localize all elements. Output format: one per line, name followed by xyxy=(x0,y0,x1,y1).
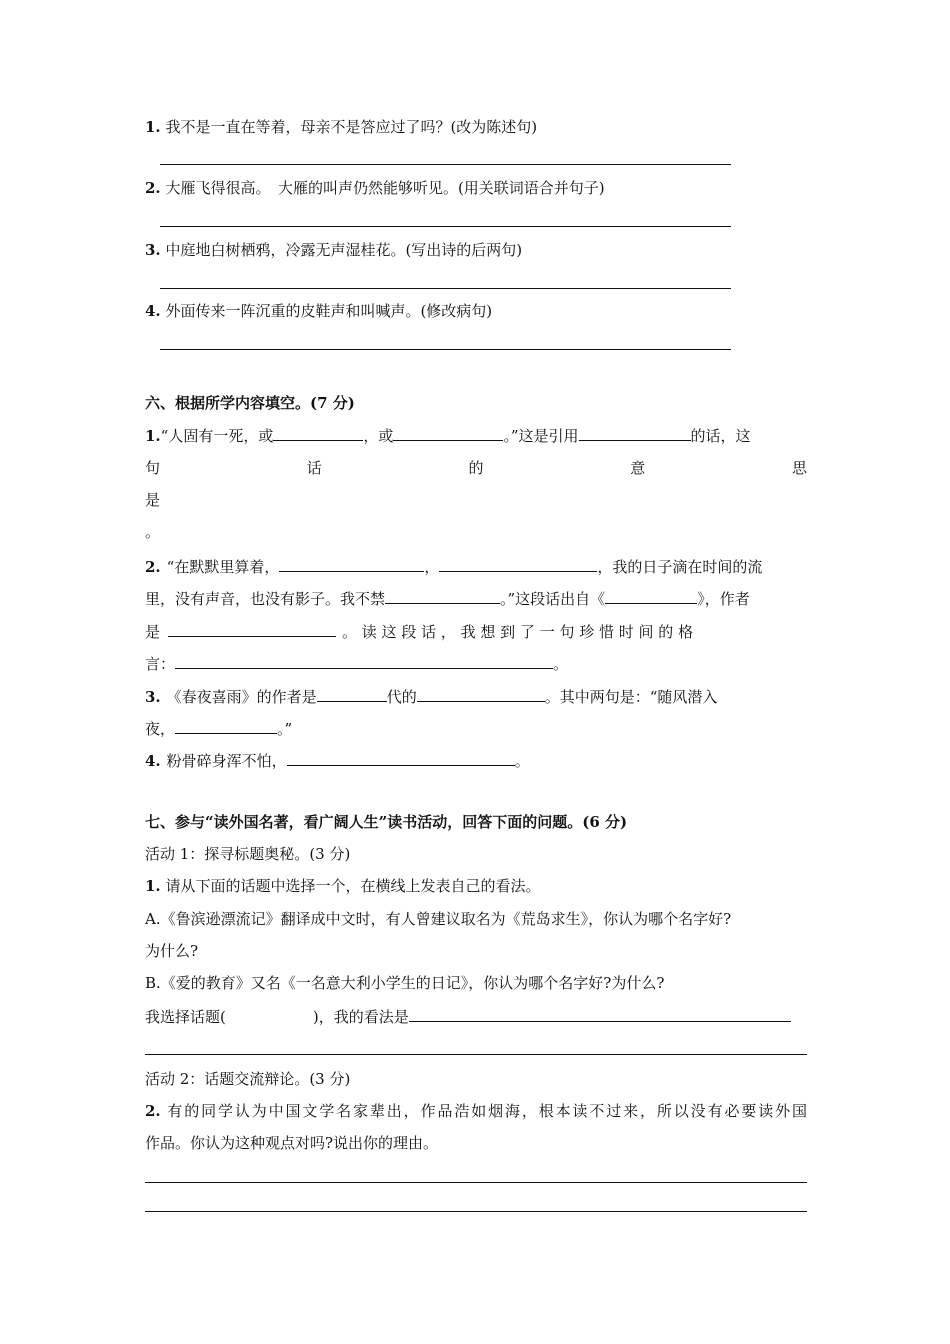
option-a-line2: 为什么? xyxy=(145,942,199,960)
answer-line[interactable] xyxy=(145,1182,807,1183)
option-a-line1: A.《鲁滨逊漂流记》翻译成中文时，有人曾建议取名为《荒岛求生》，你认为哪个名字好? xyxy=(145,910,732,928)
question-6-2-line4 xyxy=(145,653,568,674)
fill-blank[interactable] xyxy=(393,425,503,441)
text: 句 xyxy=(145,459,161,477)
text: 是 xyxy=(145,623,161,641)
opinion-blank[interactable] xyxy=(409,1006,791,1022)
text: 的话，这 xyxy=(690,427,751,445)
fill-blank[interactable] xyxy=(279,556,424,572)
question-5-3 xyxy=(145,240,522,260)
text: 代的 xyxy=(386,688,417,706)
question-number: 1. xyxy=(145,118,161,136)
question-5-4 xyxy=(145,301,492,321)
question-text: 中庭地白树栖鸦，冷露无声湿桂花。(写出诗的后两句) xyxy=(165,241,523,259)
text: 里，没有声音，也没有影子。我不禁 xyxy=(145,590,386,608)
fill-blank[interactable] xyxy=(175,653,553,669)
section-7-title: 七、参与“读外国名著，看广阔人生”读书活动，回答下面的问题。(6 分) xyxy=(145,813,628,831)
text: 》，作者 xyxy=(697,590,750,608)
option-b: B.《爱的教育》又名《一名意大利小学生的日记》，你认为哪个名字好?为什么? xyxy=(145,974,665,992)
question-6-1-line4: 。 xyxy=(145,523,161,541)
text: 意 xyxy=(630,459,646,477)
question-text: 请从下面的话题中选择一个，在横线上发表自己的看法。 xyxy=(165,877,541,895)
text: 。”这是引用 xyxy=(503,427,579,445)
question-text: 外面传来一阵沉重的皮鞋声和叫喊声。(修改病句) xyxy=(165,302,493,320)
question-7-1 xyxy=(145,876,540,896)
text: )，我的看法是 xyxy=(312,1008,409,1026)
fill-blank[interactable] xyxy=(273,425,363,441)
text: 。 xyxy=(553,655,569,673)
question-number: 3. xyxy=(145,688,161,706)
answer-line[interactable] xyxy=(145,1054,807,1055)
text: 。 xyxy=(514,752,530,770)
fill-blank[interactable] xyxy=(287,750,515,766)
fill-blank[interactable] xyxy=(439,556,597,572)
section-6-title: 六、根据所学内容填空。(7 分) xyxy=(145,394,355,412)
text: 思 xyxy=(791,459,807,477)
text: “人固有一死，或 xyxy=(160,427,274,445)
text: 夜， xyxy=(145,720,176,738)
fill-blank[interactable] xyxy=(605,588,697,604)
question-6-3-line2 xyxy=(145,718,292,739)
fill-blank[interactable] xyxy=(579,425,691,441)
answer-line[interactable] xyxy=(160,226,731,227)
text: 粉骨碎身浑不怕， xyxy=(166,752,287,770)
answer-line[interactable] xyxy=(145,1211,807,1212)
question-number: 3. xyxy=(145,241,161,259)
text: 《春夜喜雨》的作者是 xyxy=(166,688,317,706)
text: ，或 xyxy=(363,427,394,445)
question-6-3-line1 xyxy=(145,686,717,707)
fill-blank[interactable] xyxy=(168,621,336,637)
fill-blank[interactable] xyxy=(417,686,545,702)
answer-line[interactable] xyxy=(160,164,731,165)
question-text: 我不是一直在等着，母亲不是答应过了吗？(改为陈述句) xyxy=(165,118,538,136)
question-number: 2. xyxy=(145,558,161,576)
text: ，我的日子滴在时间的流 xyxy=(597,558,763,576)
question-6-2-line3 xyxy=(145,621,693,642)
topic-choice-line xyxy=(145,1006,791,1027)
question-6-1-line3: 是 xyxy=(145,491,161,509)
fill-blank[interactable] xyxy=(175,718,277,734)
text: 。其中两句是：“随风潜入 xyxy=(544,688,718,706)
answer-line[interactable] xyxy=(160,349,731,350)
text: 言： xyxy=(145,655,176,673)
text: 。 读 这 段 话 ， 我 想 到 了 一 句 珍 惜 时 间 的 格 xyxy=(342,623,694,641)
text: “在默默里算着， xyxy=(166,558,280,576)
text: ， xyxy=(424,558,440,576)
activity-1-label: 活动 1：探寻标题奥秘。(3 分) xyxy=(145,845,351,863)
question-7-2-line2: 作品。你认为这种观点对吗?说出你的理由。 xyxy=(145,1134,439,1152)
question-7-2-line1 xyxy=(145,1101,807,1121)
question-6-2-line1 xyxy=(145,556,762,577)
question-5-2 xyxy=(145,178,605,198)
question-6-1-line2 xyxy=(145,458,807,478)
question-6-1-line1 xyxy=(145,425,751,446)
text: 的 xyxy=(468,459,484,477)
question-number: 1. xyxy=(145,427,161,445)
text: 我选择话题( xyxy=(145,1008,226,1026)
question-number: 1. xyxy=(145,877,161,895)
question-6-4 xyxy=(145,750,530,771)
fill-blank[interactable] xyxy=(317,686,387,702)
answer-line[interactable] xyxy=(160,288,731,289)
text: 。”这段话出自《 xyxy=(500,590,606,608)
question-text: 大雁飞得很高。 大雁的叫声仍然能够听见。(用关联词语合并句子) xyxy=(165,179,605,197)
text: 话 xyxy=(306,459,322,477)
question-5-1 xyxy=(145,117,537,137)
question-6-2-line2 xyxy=(145,588,750,609)
fill-blank[interactable] xyxy=(385,588,500,604)
question-number: 4. xyxy=(145,302,161,320)
question-number: 4. xyxy=(145,752,161,770)
question-text: 有的同学认为中国文学名家辈出，作品浩如烟海，根本读不过来，所以没有必要读外国 xyxy=(167,1102,807,1120)
question-number: 2. xyxy=(145,179,161,197)
text: 。” xyxy=(277,720,293,738)
question-number: 2. xyxy=(145,1102,161,1120)
activity-2-label: 活动 2：话题交流辩论。(3 分) xyxy=(145,1070,351,1088)
